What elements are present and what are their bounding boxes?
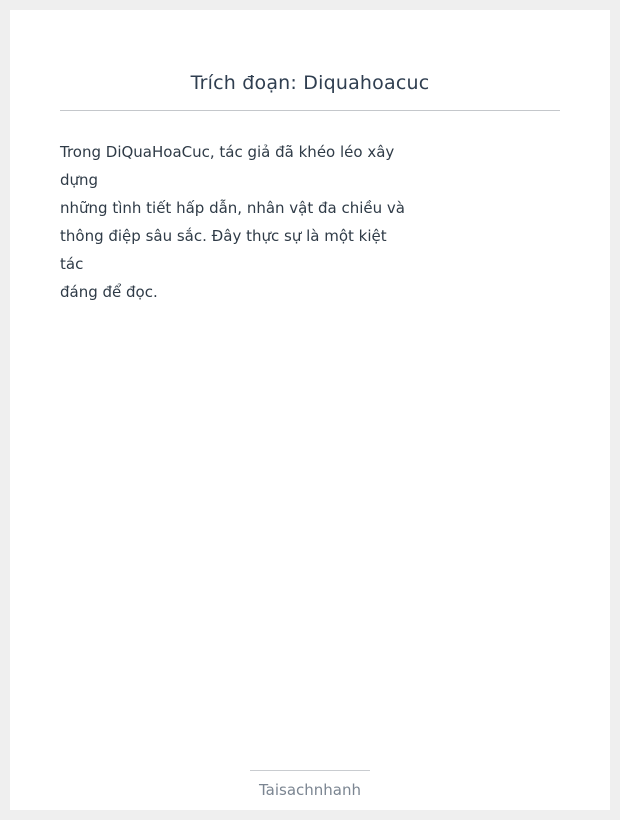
- excerpt-line: Trong DiQuaHoaCuc, tác giả đã khéo léo xây: [60, 143, 395, 161]
- excerpt-line: tác: [60, 255, 84, 273]
- excerpt-body: [60, 138, 560, 306]
- excerpt-line: thông điệp sâu sắc. Đây thực sự là một kiệt: [60, 227, 387, 245]
- excerpt-line: những tình tiết hấp dẫn, nhân vật đa chiều và: [60, 199, 405, 217]
- excerpt-line: dựng: [60, 171, 99, 189]
- document-title: Trích đoạn: Diquahoacuc: [190, 72, 430, 94]
- title-divider: [60, 110, 560, 111]
- footer-divider: [250, 770, 370, 771]
- footer-source: Taisachnhanh: [258, 781, 362, 799]
- document-page: [10, 10, 610, 810]
- excerpt-line: đáng để đọc.: [60, 283, 158, 301]
